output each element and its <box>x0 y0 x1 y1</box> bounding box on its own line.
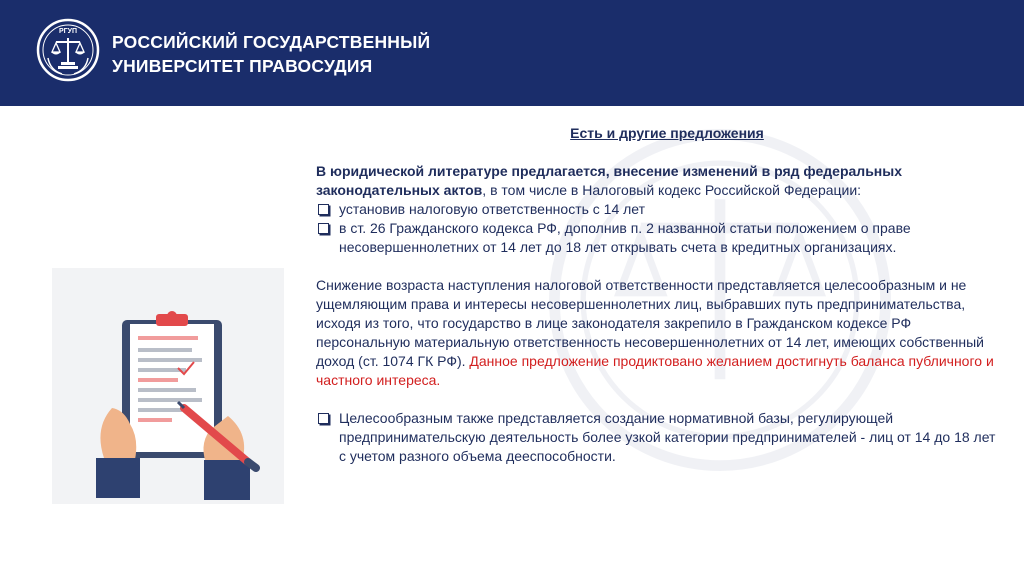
bullet-item-2 <box>316 219 996 257</box>
clipboard-illustration <box>52 268 284 504</box>
title-line-2: УНИВЕРСИТЕТ ПРАВОСУДИЯ <box>112 56 373 76</box>
title-line-1: РОССИЙСКИЙ ГОСУДАРСТВЕННЫЙ <box>112 32 431 52</box>
slide-heading: Есть и другие предложения <box>570 125 764 141</box>
checkbox-bullet-icon <box>318 223 329 234</box>
header-bar <box>0 0 1024 106</box>
bullet-item-1 <box>316 200 996 219</box>
bullet-item-3 <box>316 409 996 466</box>
bullet-text-1: установив налоговую ответственность с 14 лет <box>339 201 646 217</box>
argument-text: Снижение возраста наступления налоговой ответственности представляется целесообразным и не ущемляющим права и интересы несовершеннолетних лиц, выбравших путь предпринимательства, исходя из того, что государство в лице законодателя закрепило в Гражданском кодексе РФ персональную материальную ответственность несовершеннолетних от 14 лет, имеющих собственный доход (ст. 1074 ГК РФ). <box>316 277 984 369</box>
university-title <box>112 30 430 78</box>
bullet-text-3: Целесообразным также представляется создание нормативной базы, регулирующей предпринимательскую деятельность более узкой категории предпринимателей - лиц от 14 до 18 лет с учетом разного объема дееспособности. <box>339 410 996 464</box>
argument-highlight-text: Данное предложение продиктовано желанием достигнуть баланса публичного и частного интереса. <box>316 353 994 388</box>
bullet-text-2: в ст. 26 Гражданского кодекса РФ, дополнив п. 2 названной статьи положением о праве несовершеннолетних от 14 лет до 18 лет открывать счета в кредитных организациях. <box>339 220 911 255</box>
university-logo <box>36 18 100 82</box>
checkbox-bullet-icon <box>318 204 329 215</box>
logo-text: РГУП <box>58 28 78 35</box>
intro-rest-text: , в том числе в Налоговый кодекс Российской Федерации: <box>482 182 862 198</box>
checkbox-bullet-icon <box>318 413 329 424</box>
slide-content <box>316 124 996 466</box>
intro-bold-text: В юридической литературе предлагается, внесение изменений в ряд федеральных законодательных актов <box>316 163 902 198</box>
intro-paragraph <box>316 162 996 200</box>
argument-paragraph <box>316 276 996 390</box>
